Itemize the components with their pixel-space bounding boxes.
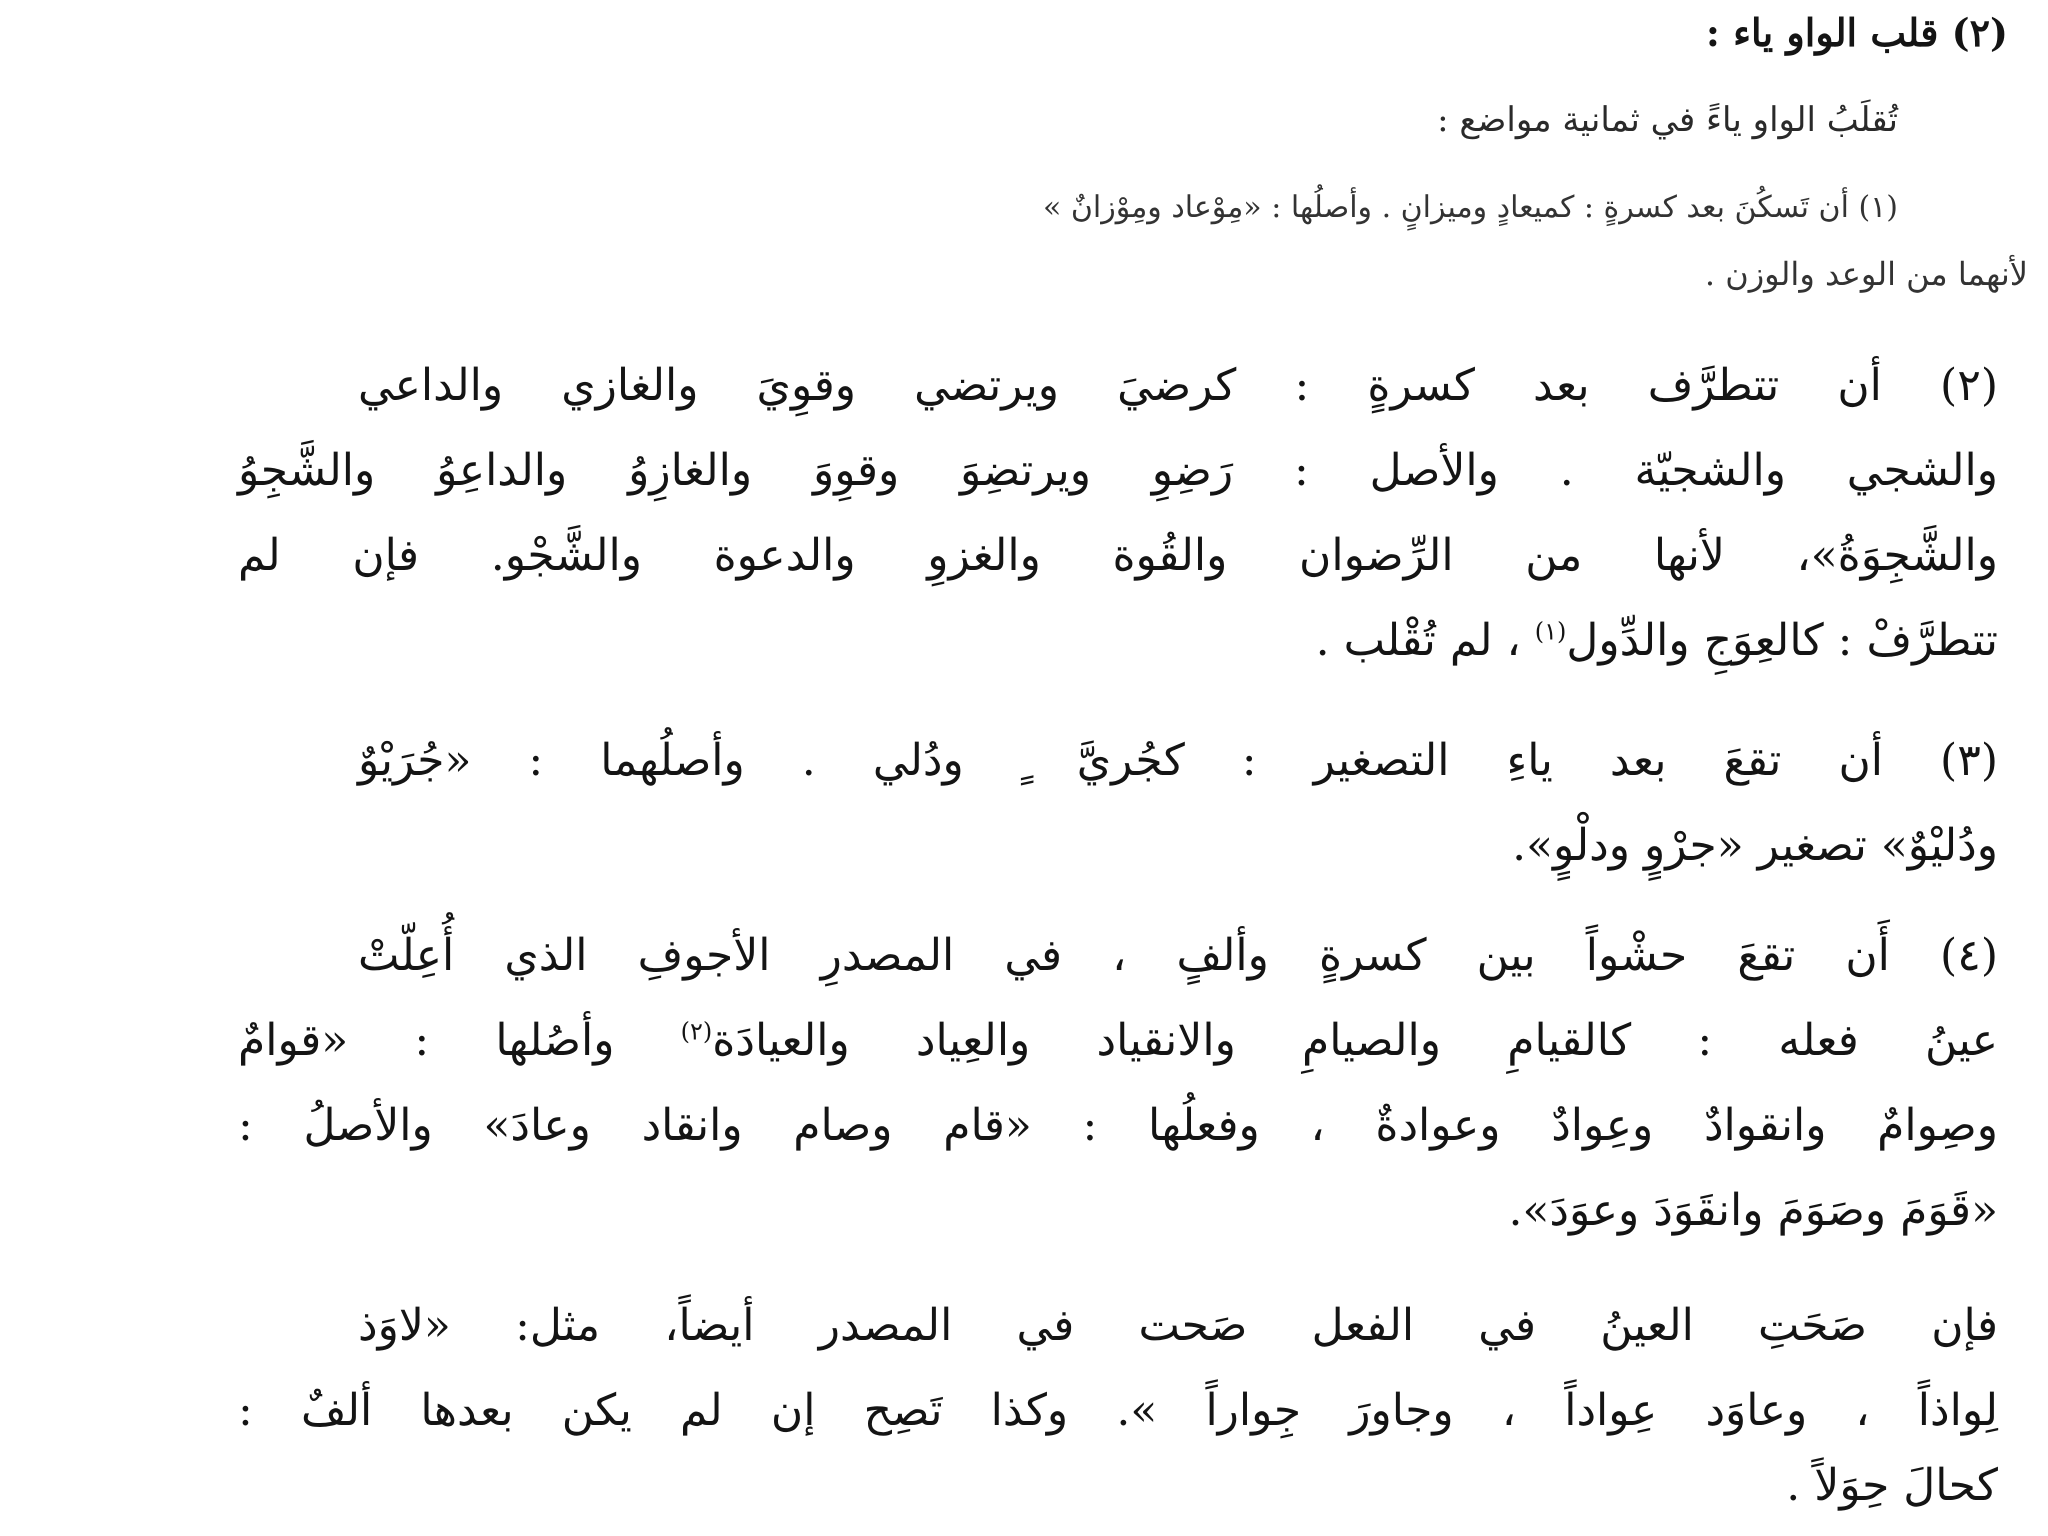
rule-2-line-4-text-a: تتطرَّفْ : كالعِوَجِ والدِّول (1566, 615, 1998, 666)
rule-2-line-1: (٢) أن تتطرَّف بعد كسرةٍ : كرضيَ ويرتضي وقوِيَ والغازي والداعي (358, 360, 1998, 411)
rule-4-line-3: وصِوامٌ وانقوادٌ وعِوادٌ وعوادةٌ ، وفعلُها : «قام وصام وانقاد وعادَ» والأصلُ : (238, 1100, 1998, 1151)
closing-line-2: لِواذاً ، وعاوَد عِواداً ، وجاورَ جِواراً ». وكذا تَصِح إن لم يكن بعدها ألفٌ : (238, 1385, 1998, 1436)
section-heading: (٢) قلب الواو ياء : (1705, 10, 2008, 55)
rule-4-line-2-text-b: وأصُلها : «قوامٌ (238, 1015, 681, 1066)
rule-4-line-2-text-a: عينُ فعله : كالقيامِ والصيامِ والانقياد والعِياد والعيادَة (712, 1015, 1998, 1066)
closing-line-3: كحالَ حِوَلاً . (1786, 1460, 1998, 1511)
closing-line-1: فإن صَحَتِ العينُ في الفعل صَحت في المصدر أيضاً، مثل: «لاوَذ (358, 1300, 1998, 1351)
rule-2-line-4 (238, 615, 1998, 666)
section-intro: تُقلَبُ الواو ياءً في ثمانية مواضع : (1437, 100, 1898, 140)
rule-4-line-1: (٤) أَن تقعَ حشْواً بين كسرةٍ وألفٍ ، في المصدرِ الأجوفِ الذي أُعِلّتْ (358, 930, 1998, 981)
rule-1-line-2: لأنهما من الوعد والوزن . (1704, 255, 2028, 293)
footnote-marker-2: (٢) (680, 1017, 713, 1046)
rule-2-line-4-text-b: ، لم تُقْلب . (1315, 615, 1521, 666)
rule-2-line-3: والشَّجِوَةُ»، لأنها من الرِّضوان والقُوة والغزوِ والدعوة والشَّجْو. فإن لم (238, 530, 1998, 581)
rule-4-line-2 (238, 1015, 1998, 1066)
rule-4-line-4: «قَوَمَ وصَوَمَ وانقَوَدَ وعوَدَ». (1508, 1185, 1998, 1236)
rule-1-line-1: (١) أن تَسكُنَ بعد كسرةٍ : كميعادٍ وميزانٍ . وأصلُها : «مِوْعاد ومِوْزانٌ » (1043, 190, 1898, 225)
rule-3-line-1: (٣) أن تقعَ بعد ياءِ التصغير : كجُريَّ ٍ ودُلي . وأصلُهما : «جُرَيْوٌ (358, 735, 1998, 786)
rule-3-line-2: ودُليْوٌ» تصغير «جرْوٍ ودلْوٍ». (1512, 820, 1998, 871)
rule-2-line-2: والشجي والشجيّة . والأصل : رَضِوِ ويرتضِوَ وقوِوَ والغازِوُ والداعِوُ والشَّجِوُ (238, 445, 1998, 496)
footnote-marker-1: (١) (1534, 617, 1567, 646)
